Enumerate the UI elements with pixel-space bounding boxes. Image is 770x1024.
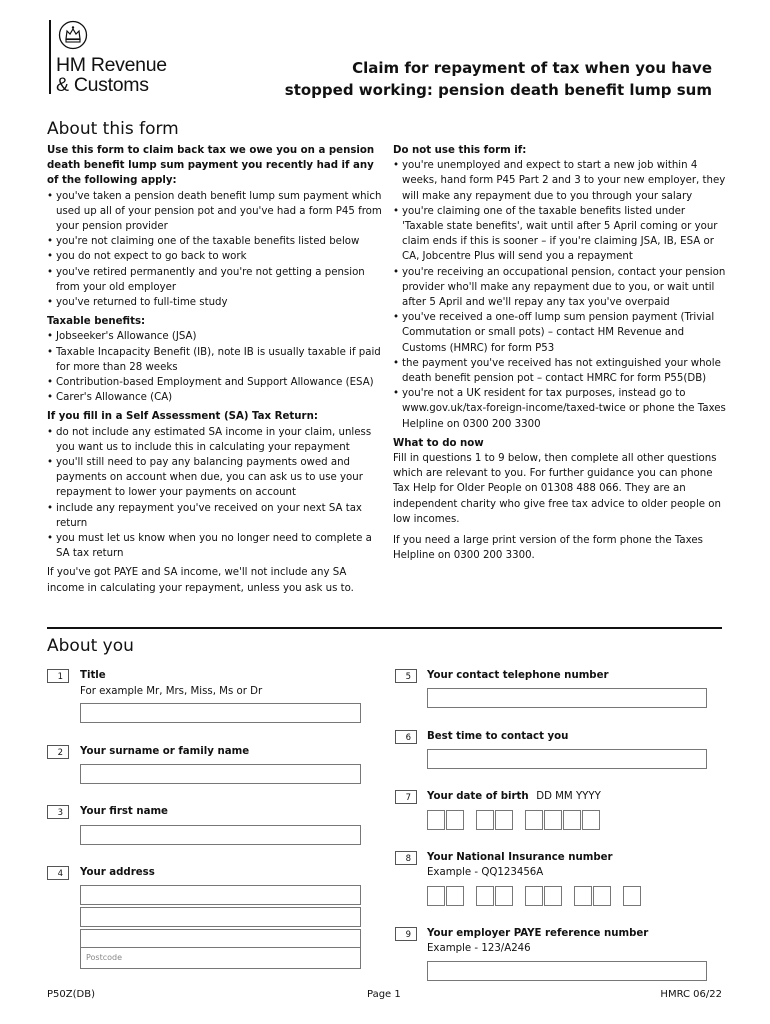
q9-hint: Example - 123/A246 (427, 943, 531, 954)
about-form-left-column (47, 143, 382, 596)
ni-character-box[interactable] (574, 886, 592, 906)
crown-crest-icon (58, 20, 88, 50)
ni-character-box[interactable] (446, 886, 464, 906)
about-form-right-column (393, 143, 728, 563)
question-number: 5 (395, 669, 417, 683)
paye-reference-input[interactable] (427, 961, 707, 981)
q8-label: Your National Insurance number (427, 852, 613, 863)
list-item: • you'll still need to pay any balancing payments owed and payments on account when due, you can ask us to use your repayment to lower your payments on account (47, 455, 382, 501)
list-item: • do not include any estimated SA income in your claim, unless you want us to include this in calculating your repayment (47, 425, 382, 455)
list-item: • you're receiving an occupational pension, contact your pension provider who'll make any repayment due to you, or wait until after 5 April and we'll repay any tax you've overpaid (393, 265, 728, 311)
question-number: 3 (47, 805, 69, 819)
page-number: Page 1 (367, 989, 401, 1000)
address-line-1-input[interactable] (80, 885, 361, 905)
ni-character-box[interactable] (495, 886, 513, 906)
dob-year-digit[interactable] (563, 810, 581, 830)
postcode-label: Postcode (86, 953, 123, 962)
about-form-heading: About this form (47, 119, 179, 139)
question-number: 7 (395, 790, 417, 804)
ni-character-box[interactable] (593, 886, 611, 906)
about-you-heading: About you (47, 636, 134, 656)
ni-character-box[interactable] (623, 886, 641, 906)
list-item: • you're claiming one of the taxable benefits listed under 'Taxable state benefits', wait until after 5 April coming or your claim ends if this is sooner – if you're claiming JSA, IB, ESA or CA, Jobcentre Plus will send you a repayment (393, 204, 728, 265)
benefits-heading: Taxable benefits: (47, 316, 146, 328)
list-item: • Contribution-based Employment and Support Allowance (ESA) (47, 375, 382, 390)
q3-label: Your first name (80, 806, 168, 817)
question-number: 4 (47, 866, 69, 880)
surname-input[interactable] (80, 764, 361, 784)
ni-character-box[interactable] (525, 886, 543, 906)
sa-heading: If you fill in a Self Assessment (SA) Tax Return: (47, 411, 318, 423)
org-line-2: & Customs (56, 74, 149, 96)
list-item: • Taxable Incapacity Benefit (IB), note IB is usually taxable if paid for more than 28 weeks (47, 345, 382, 375)
question-number: 8 (395, 851, 417, 865)
q1-hint: For example Mr, Mrs, Miss, Ms or Dr (80, 686, 263, 697)
question-number: 6 (395, 730, 417, 744)
title-input[interactable] (80, 703, 361, 723)
what-to-do-text: Fill in questions 1 to 9 below, then complete all other questions which are relevant to you. For further guidance you can phone Tax Help for Older People on 01308 488 066. They are an independent charity who give free tax advice to older people on low incomes. (393, 453, 721, 525)
org-line-1: HM Revenue (56, 54, 167, 76)
q7-hint: DD MM YYYY (536, 791, 601, 802)
question-number: 2 (47, 745, 69, 759)
ni-character-box[interactable] (544, 886, 562, 906)
dob-day-digit[interactable] (427, 810, 445, 830)
q2-label: Your surname or family name (80, 746, 250, 757)
list-item: • you're not a UK resident for tax purposes, instead go to www.gov.uk/tax-foreign-income/taxed-twice or phone the Taxes Helpline on 0300 200 3300 (393, 386, 728, 432)
dob-month-digit[interactable] (476, 810, 494, 830)
address-line-2-input[interactable] (80, 907, 361, 927)
dob-month-digit[interactable] (495, 810, 513, 830)
q5-label: Your contact telephone number (427, 670, 609, 681)
question-number: 1 (47, 669, 69, 683)
list-item: • you're not claiming one of the taxable benefits listed below (47, 234, 382, 249)
dob-year-digit[interactable] (525, 810, 543, 830)
sa-list (47, 425, 382, 562)
q4-label: Your address (80, 867, 155, 878)
list-item: • you must let us know when you no longer need to complete a SA tax return (47, 531, 382, 561)
question-number: 9 (395, 927, 417, 941)
telephone-input[interactable] (427, 688, 707, 708)
section-divider (47, 627, 722, 629)
q8-hint: Example - QQ123456A (427, 867, 544, 878)
apply-list (47, 189, 382, 311)
list-item: • Carer's Allowance (CA) (47, 390, 382, 405)
form-code: P50Z(DB) (47, 989, 95, 1000)
best-time-input[interactable] (427, 749, 707, 769)
dob-year-digit[interactable] (582, 810, 600, 830)
list-item: • the payment you've received has not extinguished your whole death benefit pension pot – contact HMRC for form P55(DB) (393, 356, 728, 386)
logo-rule (49, 20, 51, 94)
what-to-do-heading: What to do now (393, 437, 484, 449)
address-line-3-input[interactable] (80, 929, 361, 949)
ni-character-box[interactable] (476, 886, 494, 906)
large-print-note: If you need a large print version of the form phone the Taxes Helpline on 0300 200 3300. (393, 535, 703, 562)
list-item: • you've taken a pension death benefit lump sum payment which used up all of your pension pot and you've had a form P45 from your pension provider (47, 189, 382, 235)
q7-label (427, 790, 601, 803)
title-line-2: stopped working: pension death benefit lump sum (284, 80, 712, 99)
title-line-1: Claim for repayment of tax when you have (352, 59, 712, 77)
list-item: • you've returned to full-time study (47, 295, 382, 310)
ni-character-box[interactable] (427, 886, 445, 906)
benefits-list (47, 329, 382, 405)
dont-use-heading: Do not use this form if: (393, 145, 527, 156)
dont-use-list (393, 158, 728, 432)
dob-day-digit[interactable] (446, 810, 464, 830)
q6-label: Best time to contact you (427, 731, 569, 742)
q7-label-text: Your date of birth (427, 791, 529, 802)
list-item: • Jobseeker's Allowance (JSA) (47, 329, 382, 344)
organisation-name (56, 55, 167, 95)
form-title (252, 58, 712, 101)
q1-label: Title (80, 670, 106, 681)
list-item: • you're unemployed and expect to start a new job within 4 weeks, hand form P45 Part 2 and 3 to your new employer, they will make any repayment due to you through your salary (393, 158, 728, 204)
list-item: • you've received a one-off lump sum pension payment (Trivial Commutation or small pots) – contact HM Revenue and Customs (HMRC) for form P53 (393, 310, 728, 356)
list-item: • include any repayment you've received on your next SA tax return (47, 501, 382, 531)
form-version: HMRC 06/22 (660, 989, 722, 1000)
intro-text: Use this form to claim back tax we owe you on a pension death benefit lump sum payment you recently had if any of the following apply: (47, 145, 375, 187)
dob-year-digit[interactable] (544, 810, 562, 830)
first-name-input[interactable] (80, 825, 361, 845)
list-item: • you do not expect to go back to work (47, 249, 382, 264)
list-item: • you've retired permanently and you're not getting a pension from your old employer (47, 265, 382, 295)
q9-label: Your employer PAYE reference number (427, 928, 649, 939)
paye-note: If you've got PAYE and SA income, we'll not include any SA income in calculating your repayment, unless you ask us to. (47, 567, 354, 594)
postcode-input[interactable] (80, 947, 361, 969)
